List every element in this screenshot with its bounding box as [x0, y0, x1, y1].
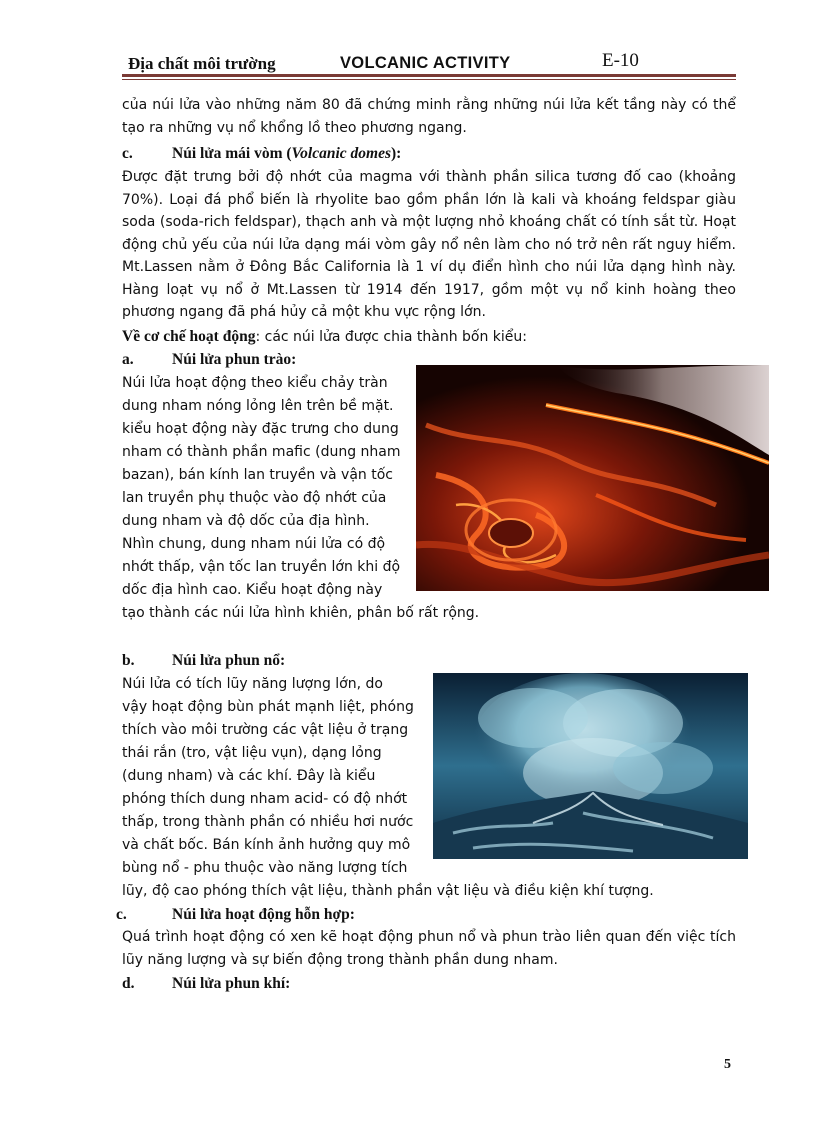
eruption-cloud-photo: [433, 673, 748, 859]
text-line: bazan), bán kính lan truyền và vận tốc: [122, 467, 393, 483]
text-line: lan truyền phụ thuộc vào độ nhớt của: [122, 490, 387, 506]
section-heading-gas: [122, 973, 290, 995]
text-line: nhớt thấp, vận tốc lan truyền lớn khi độ: [122, 559, 401, 575]
mechanism-intro-rest: : các núi lửa được chia thành bốn kiểu:: [255, 329, 527, 345]
mixed-paragraph: Quá trình hoạt động có xen kẽ hoạt động phun nổ và phun trào liên quan đến việc tích lũy năng lượng và sự biến động trong thành phần dung nham.: [122, 929, 736, 968]
text-line: phóng thích dung nham acid- có độ nhớt: [122, 791, 408, 807]
section-letter: d.: [122, 975, 135, 992]
heading-text: Núi lửa hoạt động hỗn hợp:: [172, 906, 355, 923]
text-line: thấp, trong thành phần có nhiều hơi nước: [122, 814, 414, 830]
header-topic-title: VOLCANIC ACTIVITY: [340, 54, 511, 72]
intro-paragraph: của núi lửa vào những năm 80 đã chứng minh rằng những núi lửa kết tầng này có thể tạo ra những vụ nổ khổng lồ theo phương ngang.: [122, 97, 736, 136]
header-code: E-10: [602, 50, 639, 71]
header-rule-thick: [122, 74, 736, 77]
heading-text: Núi lửa phun trào:: [172, 351, 297, 368]
explosive-tail: lũy, độ cao phóng thích vật liệu, thành phần vật liệu và điều kiện khí tượng.: [122, 883, 654, 899]
text-line: Nhìn chung, dung nham núi lửa có độ: [122, 536, 386, 552]
text-line: dốc địa hình cao. Kiểu hoạt động này: [122, 582, 383, 598]
section-letter: c.: [122, 145, 133, 162]
heading-italic-term: Volcanic domes: [291, 145, 391, 162]
heading-text-suffix: ):: [391, 145, 402, 162]
section-letter: a.: [122, 351, 134, 368]
text-line: và chất bốc. Bán kính ảnh hưởng quy mô: [122, 837, 411, 853]
effusive-text-block: [122, 372, 406, 602]
text-line: thái rắn (tro, vật liệu vụn), dạng lỏng: [122, 745, 382, 761]
text-line: dung nham nóng lỏng lên trên bề mặt.: [122, 398, 394, 414]
heading-text: Núi lửa phun nổ:: [172, 652, 286, 669]
effusive-tail: tạo thành các núi lửa hình khiên, phân bố rất rộng.: [122, 605, 480, 621]
heading-text: Núi lửa mái vòm (: [172, 145, 292, 162]
heading-text: Núi lửa phun khí:: [172, 975, 291, 992]
section-heading-explosive: [122, 650, 285, 672]
section-letter: b.: [122, 652, 135, 669]
text-line: (dung nham) và các khí. Đây là kiểu: [122, 768, 376, 784]
text-line: bùng nổ - phu thuộc vào năng lượng tích: [122, 860, 408, 876]
text-line: dung nham và độ dốc của địa hình.: [122, 513, 370, 529]
section-heading-effusive: [122, 349, 296, 371]
header-course-title: Địa chất môi trường: [128, 54, 276, 73]
explosive-text-block: [122, 673, 422, 880]
page-number: 5: [724, 1057, 731, 1072]
header-rule-thin: [122, 79, 736, 80]
lava-flow-image: [416, 365, 769, 591]
text-line: thích vào môi trường các vật liệu ở trạng: [122, 722, 409, 738]
mechanism-intro: [122, 326, 736, 349]
section-heading-domes: [122, 143, 401, 165]
section-heading-mixed: [116, 904, 355, 926]
section-letter: c.: [116, 906, 127, 923]
eruption-cloud-image: [433, 673, 748, 859]
mechanism-intro-bold: Về cơ chế hoạt động: [122, 328, 256, 345]
text-line: kiểu hoạt động này đặc trưng cho dung: [122, 421, 399, 437]
text-line: Núi lửa hoạt động theo kiểu chảy tràn: [122, 375, 388, 391]
domes-paragraph: Được đặt trưng bởi độ nhớt của magma với thành phần silica tương đố cao (khoảng 70%). Loại đá phổ biến là rhyolite bao gồm phần lớn là kali và khoáng feldspar giàu soda (soda-rich feldspar), thạch anh và một lượng nhỏ khoáng chất có tính sắt từ. Hoạt động chủ yếu của núi lửa dạng mái vòm gây nổ nên làm cho nó trở nên rất nguy hiểm. Mt.Lassen nằm ở Đông Bắc California là 1 ví dụ điển hình cho núi lửa dạng hình này. Hàng loạt vụ nổ ở Mt.Lassen từ 1914 đến 1917, gồm một vụ nổ kinh hoàng theo phương ngang đã phá hủy cả một khu vực rộng lớn.: [122, 169, 736, 320]
lava-flow-photo: [416, 365, 769, 591]
text-line: Núi lửa có tích lũy năng lượng lớn, do: [122, 676, 383, 692]
text-line: nham có thành phần mafic (dung nham: [122, 444, 401, 460]
text-line: vậy hoạt động bùn phát mạnh liệt, phóng: [122, 699, 414, 715]
